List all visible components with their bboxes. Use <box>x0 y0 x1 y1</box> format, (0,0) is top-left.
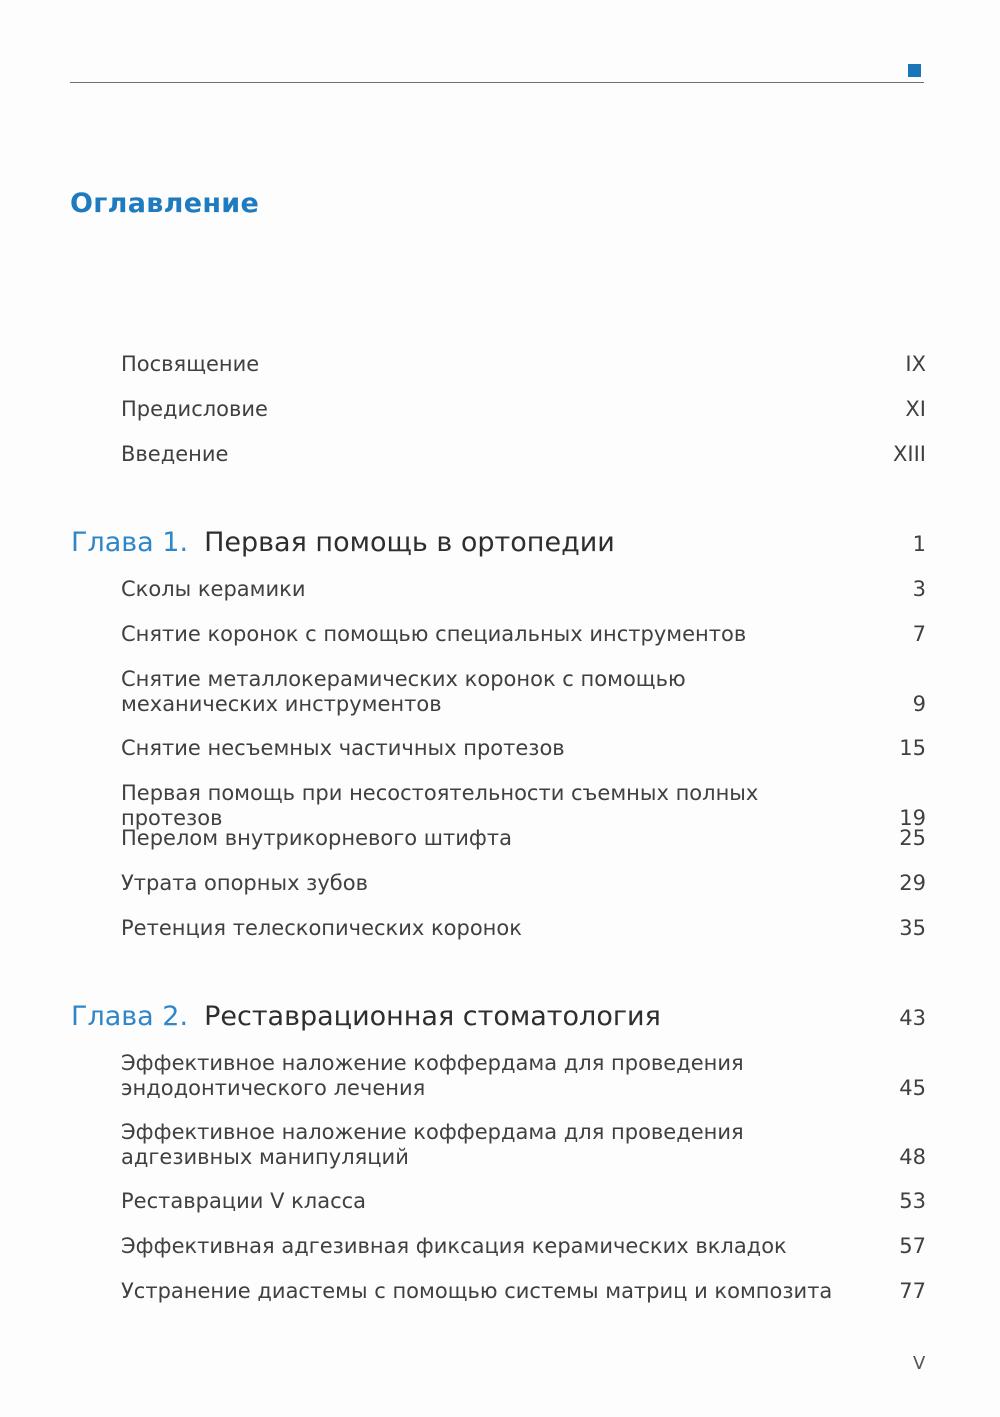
toc-entry[interactable] <box>121 781 926 831</box>
toc-entry-page: 48 <box>899 1145 926 1169</box>
page-folio: V <box>913 1353 926 1374</box>
toc-entry-label: Предисловие <box>121 397 268 421</box>
toc-entry[interactable] <box>121 622 926 647</box>
toc-entry-page: XIII <box>893 442 926 466</box>
toc-entry-page: 15 <box>899 736 926 760</box>
toc-entry-label: Перелом внутрикорневого штифта <box>121 826 512 850</box>
chapter-page: 1 <box>912 532 926 556</box>
toc-entry[interactable] <box>121 1120 926 1170</box>
toc-entry-label: Эффективное наложение коффердама для проведения эндодонтического лечения <box>121 1051 744 1100</box>
toc-entry[interactable] <box>121 1189 926 1214</box>
toc-entry[interactable] <box>121 1279 926 1304</box>
toc-entry-label: Первая помощь при несостоятельности съемных полных протезов <box>121 781 759 830</box>
toc-entry-page: 3 <box>912 577 926 601</box>
toc-entry-introduction[interactable] <box>121 442 926 467</box>
header-rule <box>70 82 924 83</box>
toc-entry-preface[interactable] <box>121 397 926 422</box>
toc-entry-label: Эффективное наложение коффердама для проведения адгезивных манипуляций <box>121 1120 744 1169</box>
chapter-title: Реставрационная стоматология <box>204 1001 661 1032</box>
toc-entry-page: 45 <box>899 1076 926 1100</box>
toc-entry-page: 35 <box>899 916 926 940</box>
chapter-heading-1[interactable] <box>71 527 926 560</box>
toc-entry-page: 7 <box>912 622 926 646</box>
toc-entry[interactable] <box>121 1234 926 1259</box>
toc-entry-label: Сколы керамики <box>121 577 306 601</box>
toc-entry-dedication[interactable] <box>121 352 926 377</box>
chapter-title: Первая помощь в ортопедии <box>204 527 615 558</box>
toc-entry-label: Ретенция телескопических коронок <box>121 916 522 940</box>
toc-entry-page: 57 <box>899 1234 926 1258</box>
toc-entry-label: Устранение диастемы с помощью системы матриц и композита <box>121 1279 833 1303</box>
toc-entry-page: 19 <box>899 806 926 830</box>
chapter-page: 43 <box>899 1006 926 1030</box>
chapter-heading-text <box>71 527 615 559</box>
toc-entry-page: 53 <box>899 1189 926 1213</box>
toc-entry-label: Посвящение <box>121 352 260 376</box>
toc-entry[interactable] <box>121 871 926 896</box>
chapter-number: Глава 1. <box>71 527 189 558</box>
page-title: Оглавление <box>70 188 260 219</box>
header-square-marker <box>908 64 921 77</box>
chapter-number: Глава 2. <box>71 1001 189 1032</box>
toc-entry-page: 77 <box>899 1279 926 1303</box>
toc-entry-label: Введение <box>121 442 229 466</box>
toc-entry-page: 9 <box>912 692 926 716</box>
toc-entry-page: XI <box>905 397 926 421</box>
toc-entry-label: Снятие коронок с помощью специальных инструментов <box>121 622 747 646</box>
toc-entry-label: Снятие металлокерамических коронок с помощью механических инструментов <box>121 667 686 716</box>
toc-entry[interactable] <box>121 577 926 602</box>
toc-entry-page: 29 <box>899 871 926 895</box>
toc-entry[interactable] <box>121 916 926 941</box>
toc-entry-page: 25 <box>899 826 926 850</box>
toc-entry[interactable] <box>121 667 926 717</box>
toc-entry[interactable] <box>121 736 926 761</box>
chapter-heading-2[interactable] <box>71 1001 926 1034</box>
toc-entry[interactable] <box>121 1051 926 1101</box>
toc-entry-label: Утрата опорных зубов <box>121 871 368 895</box>
toc-entry-label: Реставрации V класса <box>121 1189 367 1213</box>
toc-entry-label: Эффективная адгезивная фиксация керамических вкладок <box>121 1234 787 1258</box>
toc-entry-page: IX <box>905 352 926 376</box>
toc-entry[interactable] <box>121 826 926 851</box>
toc-entry-label: Снятие несъемных частичных протезов <box>121 736 565 760</box>
chapter-heading-text <box>71 1001 661 1033</box>
